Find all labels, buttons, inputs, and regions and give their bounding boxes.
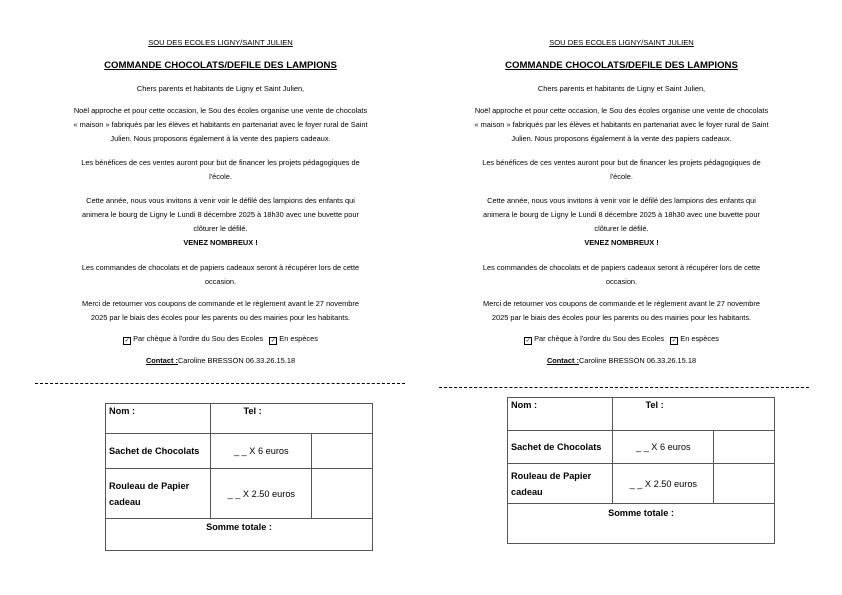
total-field[interactable]: Somme totale : bbox=[106, 519, 373, 551]
row-papier-amount[interactable] bbox=[714, 464, 775, 504]
para1-line3: Julien. Nous proposons également à la vente des papiers cadeaux. bbox=[511, 134, 732, 143]
contact-line bbox=[421, 356, 822, 365]
cut-line bbox=[35, 383, 405, 384]
para4-line2: occasion. bbox=[605, 277, 638, 286]
row-chocolats-label: Sachet de Chocolats bbox=[508, 431, 613, 464]
cheque-label: Par chèque à l'ordre du Sou des Ecoles bbox=[133, 334, 264, 343]
row-chocolats-label: Sachet de Chocolats bbox=[106, 434, 211, 469]
para2-line2: l'école. bbox=[209, 172, 232, 181]
para4-line1: Les commandes de chocolats et de papiers cadeaux seront à récupérer lors de cette bbox=[482, 263, 761, 272]
row-papier-label: Rouleau de Papier cadeau bbox=[508, 464, 613, 504]
venez-nombreux: VENEZ NOMBREUX ! bbox=[584, 238, 659, 247]
cheque-checkbox[interactable]: ✓ bbox=[525, 338, 531, 344]
nom-field[interactable]: Nom : bbox=[508, 398, 613, 431]
order-form bbox=[507, 397, 775, 544]
row-papier-price: _ _ X 2.50 euros bbox=[613, 464, 714, 504]
cut-line bbox=[439, 387, 809, 388]
para1-line2: « maison » fabriqués par les élèves et habitants en partenariat avec le foyer rural de Saint bbox=[474, 120, 769, 129]
contact-label: Contact : bbox=[546, 356, 579, 365]
para3-line1: Cette année, nous vous invitons à venir voir le défilé des lampions des enfants qui bbox=[86, 196, 355, 205]
greeting: Chers parents et habitants de Ligny et Saint Julien, bbox=[537, 84, 706, 93]
flyer-title: COMMANDE CHOCOLATS/DEFILE DES LAMPIONS bbox=[104, 60, 337, 71]
org-header: SOU DES ECOLES LIGNY/SAINT JULIEN bbox=[549, 38, 694, 47]
payment-options bbox=[20, 334, 421, 345]
cash-label: En espèces bbox=[680, 334, 719, 343]
cash-checkbox[interactable]: ✓ bbox=[270, 338, 276, 344]
row-papier-label: Rouleau de Papier cadeau bbox=[106, 469, 211, 519]
total-field[interactable]: Somme totale : bbox=[508, 504, 775, 544]
tel-field[interactable]: Tel : bbox=[211, 404, 373, 434]
contact-label: Contact : bbox=[145, 356, 178, 365]
para3-line1: Cette année, nous vous invitons à venir voir le défilé des lampions des enfants qui bbox=[487, 196, 756, 205]
cheque-checkbox[interactable]: ✓ bbox=[124, 338, 130, 344]
contact-value: Caroline BRESSON 06.33.26.15.18 bbox=[177, 356, 296, 365]
row-chocolats-amount[interactable] bbox=[714, 431, 775, 464]
para1-line1: Noël approche et pour cette occasion, le Sou des écoles organise une vente de chocolats bbox=[73, 106, 368, 115]
para2-line2: l'école. bbox=[610, 172, 633, 181]
row-chocolats-price: _ _ X 6 euros bbox=[211, 434, 312, 469]
order-form bbox=[105, 403, 373, 551]
nom-field[interactable]: Nom : bbox=[106, 404, 211, 434]
cash-checkbox[interactable]: ✓ bbox=[671, 338, 677, 344]
venez-nombreux: VENEZ NOMBREUX ! bbox=[183, 238, 258, 247]
para4-line2: occasion. bbox=[204, 277, 237, 286]
para3-line2: animera le bourg de Ligny le Lundi 8 décembre 2025 à 18h30 avec une buvette pour bbox=[483, 210, 760, 219]
para2-line1: Les bénéfices de ces ventes auront pour but de financer les projets pédagogiques de bbox=[81, 158, 360, 167]
para3-line3: clôturer le défilé. bbox=[193, 224, 248, 233]
flyer-right bbox=[421, 0, 822, 595]
cheque-label: Par chèque à l'ordre du Sou des Ecoles bbox=[534, 334, 665, 343]
para1-line1: Noël approche et pour cette occasion, le Sou des écoles organise une vente de chocolats bbox=[474, 106, 769, 115]
para2-line1: Les bénéfices de ces ventes auront pour but de financer les projets pédagogiques de bbox=[482, 158, 761, 167]
para5-line2: 2025 par le biais des écoles pour les parents ou des mairies pour les habitants. bbox=[491, 313, 752, 322]
org-header: SOU DES ECOLES LIGNY/SAINT JULIEN bbox=[148, 38, 293, 47]
greeting: Chers parents et habitants de Ligny et Saint Julien, bbox=[136, 84, 305, 93]
cash-label: En espèces bbox=[279, 334, 318, 343]
contact-line bbox=[20, 356, 421, 365]
para5-line2: 2025 par le biais des écoles pour les parents ou des mairies pour les habitants. bbox=[90, 313, 351, 322]
row-papier-price: _ _ X 2.50 euros bbox=[211, 469, 312, 519]
para5-line1: Merci de retourner vos coupons de commande et le règlement avant le 27 novembre bbox=[82, 299, 359, 308]
para5-line1: Merci de retourner vos coupons de commande et le règlement avant le 27 novembre bbox=[483, 299, 760, 308]
row-chocolats-amount[interactable] bbox=[312, 434, 373, 469]
para1-line2: « maison » fabriqués par les élèves et habitants en partenariat avec le foyer rural de Saint bbox=[73, 120, 368, 129]
contact-value: Caroline BRESSON 06.33.26.15.18 bbox=[578, 356, 697, 365]
para3-line3: clôturer le défilé. bbox=[594, 224, 649, 233]
para4-line1: Les commandes de chocolats et de papiers cadeaux seront à récupérer lors de cette bbox=[81, 263, 360, 272]
para3-line2: animera le bourg de Ligny le Lundi 8 décembre 2025 à 18h30 avec une buvette pour bbox=[82, 210, 359, 219]
flyer-left bbox=[20, 0, 421, 595]
row-papier-amount[interactable] bbox=[312, 469, 373, 519]
flyer-title: COMMANDE CHOCOLATS/DEFILE DES LAMPIONS bbox=[505, 60, 738, 71]
payment-options bbox=[421, 334, 822, 345]
para1-line3: Julien. Nous proposons également à la vente des papiers cadeaux. bbox=[110, 134, 331, 143]
tel-field[interactable]: Tel : bbox=[613, 398, 775, 431]
row-chocolats-price: _ _ X 6 euros bbox=[613, 431, 714, 464]
